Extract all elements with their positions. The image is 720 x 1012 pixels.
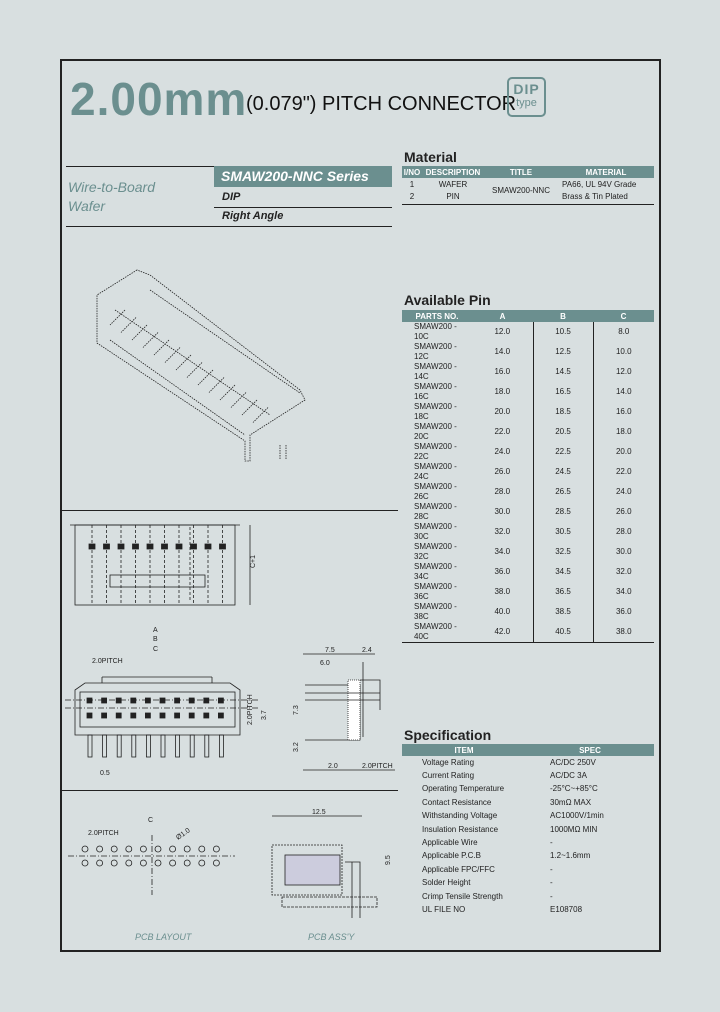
cell: SMAW200 - 34C bbox=[414, 562, 457, 581]
cell: 18.0 bbox=[593, 422, 654, 442]
pin-mark bbox=[118, 544, 124, 549]
front-view-drawing bbox=[60, 620, 400, 780]
pin-mark bbox=[220, 385, 235, 400]
pin-mark bbox=[87, 698, 92, 703]
cell: 34.0 bbox=[494, 547, 511, 556]
cell: WAFER bbox=[438, 179, 468, 189]
cell: 18.0 bbox=[494, 387, 511, 396]
table-row bbox=[402, 482, 654, 502]
badge-bottom: type bbox=[516, 97, 537, 109]
cell: - bbox=[550, 864, 553, 874]
dim-60-label: 6.0 bbox=[320, 660, 330, 667]
material-table bbox=[402, 166, 654, 205]
dim-label: C+1 bbox=[250, 554, 257, 568]
pin-mark bbox=[218, 713, 223, 718]
cell: SMAW200 - 22C bbox=[414, 442, 457, 461]
cell: 24.5 bbox=[533, 462, 593, 482]
cell: 38.0 bbox=[494, 587, 511, 596]
pin-mark bbox=[204, 698, 209, 703]
cell: E108708 bbox=[550, 904, 583, 914]
cell: 36.0 bbox=[494, 567, 511, 576]
dim-05-label: 0.5 bbox=[100, 770, 110, 777]
table-row bbox=[402, 903, 654, 916]
cell: AC/DC 3A bbox=[550, 771, 587, 781]
pin-mark bbox=[205, 735, 209, 757]
specification-table bbox=[402, 744, 654, 917]
cell: 20.5 bbox=[533, 422, 593, 442]
mount-type: DIP bbox=[222, 191, 241, 203]
pin-mark bbox=[145, 698, 150, 703]
pin-mark bbox=[131, 713, 136, 718]
table-row bbox=[402, 462, 654, 482]
dim-24-label: 2.4 bbox=[362, 647, 372, 654]
pin-mark bbox=[189, 713, 194, 718]
table-row bbox=[402, 322, 654, 342]
pcb-layout-caption: PCB LAYOUT bbox=[135, 932, 192, 942]
cell: 26.0 bbox=[494, 467, 511, 476]
dim-32-label: 3.2 bbox=[293, 742, 300, 752]
cell: -25°C~+85°C bbox=[550, 784, 598, 794]
cell: 24.0 bbox=[494, 447, 511, 456]
dim-c-label: C bbox=[148, 817, 154, 824]
pin-mark bbox=[133, 544, 139, 549]
pin-mark bbox=[204, 713, 209, 718]
cell: 32.5 bbox=[533, 542, 593, 562]
cell: Voltage Rating bbox=[422, 757, 475, 767]
pin-mark bbox=[145, 713, 150, 718]
cell: AC1000V/1min bbox=[550, 811, 604, 821]
pin-mark bbox=[162, 544, 168, 549]
divider bbox=[60, 510, 398, 511]
pin-mark bbox=[87, 713, 92, 718]
cell: 14.5 bbox=[533, 362, 593, 382]
table-row bbox=[402, 542, 654, 562]
table-row bbox=[402, 863, 654, 876]
pin-mark bbox=[131, 698, 136, 703]
dim-75-label: 7.5 bbox=[325, 647, 335, 654]
cell: 28.0 bbox=[593, 522, 654, 542]
cell: Brass & Tin Plated bbox=[562, 192, 628, 202]
cell: SMAW200 - 40C bbox=[414, 622, 457, 641]
pcb-hole bbox=[126, 860, 132, 866]
pin-mark bbox=[231, 393, 246, 408]
cell: SMAW200 - 28C bbox=[414, 502, 457, 521]
cell: 10.5 bbox=[533, 322, 593, 342]
orientation: Right Angle bbox=[222, 210, 284, 222]
pin-mark bbox=[154, 340, 169, 355]
cell: 12.0 bbox=[593, 362, 654, 382]
pin-mark bbox=[160, 698, 165, 703]
table-row bbox=[402, 382, 654, 402]
cell: SMAW200 - 30C bbox=[414, 522, 457, 541]
cell: - bbox=[550, 891, 553, 901]
col-header: TITLE bbox=[484, 166, 558, 178]
cell: 1 bbox=[409, 179, 415, 189]
cell: SMAW200 - 24C bbox=[414, 462, 457, 481]
cell: 8.0 bbox=[593, 322, 654, 342]
cell: 1.2~1.6mm bbox=[550, 851, 591, 861]
col-header: MATERIAL bbox=[558, 166, 654, 178]
table-row bbox=[402, 522, 654, 542]
isometric-connector-drawing bbox=[90, 265, 320, 480]
pin-mark bbox=[190, 735, 194, 757]
table-row bbox=[402, 442, 654, 462]
pin-mark bbox=[176, 355, 191, 370]
cell: SMAW200 - 32C bbox=[414, 542, 457, 561]
cell: SMAW200 - 18C bbox=[414, 402, 457, 421]
cell: UL FILE NO bbox=[422, 904, 466, 914]
pcb-layout-drawing bbox=[60, 800, 400, 950]
pcb-hole bbox=[213, 846, 219, 852]
table-row bbox=[402, 796, 654, 809]
cell: 30.0 bbox=[593, 542, 654, 562]
cell: 1000MΩ MIN bbox=[550, 824, 598, 834]
pin-mark bbox=[89, 544, 95, 549]
pin-mark bbox=[116, 698, 121, 703]
pin-mark bbox=[132, 735, 136, 757]
cell: Operating Temperature bbox=[422, 784, 505, 794]
table-row bbox=[402, 877, 654, 890]
pin-mark bbox=[242, 400, 257, 415]
cell: 34.0 bbox=[593, 582, 654, 602]
pin-mark bbox=[121, 318, 136, 333]
cell: Crimp Tensile Strength bbox=[422, 891, 503, 901]
pitch-label: 2.0PITCH bbox=[92, 658, 123, 665]
cell: 22.0 bbox=[593, 462, 654, 482]
pin-mark bbox=[209, 378, 224, 393]
table-row bbox=[402, 562, 654, 582]
cell: - bbox=[550, 878, 553, 888]
table-row bbox=[402, 422, 654, 442]
pin-mark bbox=[110, 310, 125, 325]
table-row bbox=[402, 783, 654, 796]
table-row bbox=[402, 850, 654, 863]
cell: 30.0 bbox=[494, 507, 511, 516]
cell: 34.5 bbox=[533, 562, 593, 582]
cell: 40.5 bbox=[533, 622, 593, 643]
available-pin-title: Available Pin bbox=[404, 292, 491, 308]
cell: SMAW200 - 20C bbox=[414, 422, 457, 441]
available-pin-table bbox=[402, 310, 654, 643]
cell: 30.5 bbox=[533, 522, 593, 542]
cell: 40.0 bbox=[494, 607, 511, 616]
cell: Applicable Wire bbox=[422, 838, 478, 848]
hole-dia-label: Ø1.0 bbox=[175, 827, 192, 842]
cell: SMAW200 - 16C bbox=[414, 382, 457, 401]
cell: 10.0 bbox=[593, 342, 654, 362]
cell: 24.0 bbox=[593, 482, 654, 502]
pitch-label-vertical: 2.0PITCH bbox=[247, 694, 254, 725]
cell: Withstanding Voltage bbox=[422, 811, 498, 821]
cell: SMAW200 - 14C bbox=[414, 362, 457, 381]
table-row bbox=[402, 602, 654, 622]
cell: SMAW200 - 10C bbox=[414, 322, 457, 341]
pin-mark bbox=[187, 363, 202, 378]
cell: 38.5 bbox=[533, 602, 593, 622]
product-category bbox=[68, 178, 155, 216]
cell: 20.0 bbox=[494, 407, 511, 416]
pitch-label-side: 2.0PITCH bbox=[362, 763, 393, 770]
pin-mark bbox=[102, 698, 107, 703]
cell: Applicable FPC/FFC bbox=[422, 864, 495, 874]
cell: SMAW200 - 36C bbox=[414, 582, 457, 601]
category-line-2: Wafer bbox=[68, 198, 106, 214]
divider bbox=[60, 790, 398, 791]
connector-subtitle: (0.079") PITCH CONNECTOR bbox=[246, 93, 517, 115]
pcb-hole bbox=[184, 860, 190, 866]
pin-mark bbox=[253, 408, 268, 423]
cell: SMAW200 - 26C bbox=[414, 482, 457, 501]
table-row bbox=[402, 342, 654, 362]
divider bbox=[66, 226, 392, 227]
cell: 14.0 bbox=[593, 382, 654, 402]
cell: 28.0 bbox=[494, 487, 511, 496]
col-header: ITEM bbox=[402, 744, 526, 756]
cell: 22.5 bbox=[533, 442, 593, 462]
pcb-hole bbox=[184, 846, 190, 852]
dim-37-label: 3.7 bbox=[261, 710, 268, 720]
pcb-hole bbox=[111, 860, 117, 866]
cell: 16.5 bbox=[533, 382, 593, 402]
cell: 16.0 bbox=[593, 402, 654, 422]
col-header: A bbox=[472, 310, 533, 322]
pcb-hole bbox=[126, 846, 132, 852]
pin-mark bbox=[160, 713, 165, 718]
pin-mark bbox=[189, 698, 194, 703]
cell: PA66, UL 94V Grade bbox=[562, 179, 637, 189]
cell: PIN bbox=[446, 192, 460, 202]
cell: 26.5 bbox=[533, 482, 593, 502]
table-row bbox=[402, 756, 654, 769]
table-row bbox=[402, 769, 654, 782]
cell: 18.5 bbox=[533, 402, 593, 422]
cell: 12.5 bbox=[533, 342, 593, 362]
pcb-hole bbox=[170, 846, 176, 852]
cell: 14.0 bbox=[494, 347, 511, 356]
pin-mark bbox=[191, 544, 197, 549]
cell: 32.0 bbox=[494, 527, 511, 536]
pcb-hole bbox=[140, 860, 146, 866]
pin-mark bbox=[116, 713, 121, 718]
dim-20-label: 2.0 bbox=[328, 763, 338, 770]
pin-mark bbox=[161, 735, 165, 757]
cell: 36.5 bbox=[533, 582, 593, 602]
pcb-hole bbox=[140, 846, 146, 852]
cell: 30mΩ MAX bbox=[550, 797, 592, 807]
cell: Applicable P.C.B bbox=[422, 851, 481, 861]
pcb-hole bbox=[213, 860, 219, 866]
table-row bbox=[402, 402, 654, 422]
cell: SMAW200 - 12C bbox=[414, 342, 457, 361]
divider bbox=[214, 207, 392, 208]
dim-c-label: C bbox=[153, 646, 159, 653]
pin-mark bbox=[88, 735, 92, 757]
pcb-assy-caption: PCB ASS'Y bbox=[308, 932, 355, 942]
top-view-drawing bbox=[70, 520, 270, 610]
cell: 36.0 bbox=[593, 602, 654, 622]
pcb-hole bbox=[111, 846, 117, 852]
pcb-hole bbox=[199, 846, 205, 852]
cell: - bbox=[550, 838, 553, 848]
pcb-hole bbox=[82, 846, 88, 852]
cell: 28.5 bbox=[533, 502, 593, 522]
cell: 32.0 bbox=[593, 562, 654, 582]
pin-mark bbox=[143, 333, 158, 348]
series-banner: SMAW200-NNC Series bbox=[214, 166, 392, 187]
cell: 20.0 bbox=[593, 442, 654, 462]
pitch-size-title: 2.00mm bbox=[70, 73, 248, 125]
cell: SMAW200 - 38C bbox=[414, 602, 457, 621]
badge-top: DIP bbox=[513, 81, 540, 97]
cell: Current Rating bbox=[422, 771, 475, 781]
pin-mark bbox=[205, 544, 211, 549]
cell: 22.0 bbox=[494, 427, 511, 436]
cell: 12.0 bbox=[494, 327, 511, 336]
cell: Solder Height bbox=[422, 878, 471, 888]
dip-type-badge bbox=[507, 77, 546, 117]
pcb-hole bbox=[82, 860, 88, 866]
col-header: DESCRIPTION bbox=[422, 166, 484, 178]
pcb-hole bbox=[155, 860, 161, 866]
pin-mark bbox=[219, 735, 223, 757]
dim-125-label: 12.5 bbox=[312, 809, 326, 816]
cell: SMAW200-NNC bbox=[492, 185, 550, 195]
category-line-1: Wire-to-Board bbox=[68, 179, 156, 195]
pin-mark bbox=[147, 544, 153, 549]
dim-95-label: 9.5 bbox=[385, 855, 392, 865]
pin-mark bbox=[220, 544, 226, 549]
table-row bbox=[402, 836, 654, 849]
pcb-hole bbox=[155, 846, 161, 852]
table-row bbox=[402, 622, 654, 643]
pin-mark bbox=[198, 370, 213, 385]
pcb-hole bbox=[97, 860, 103, 866]
dim-73-label: 7.3 bbox=[293, 705, 300, 715]
dim-a-label: A bbox=[153, 627, 158, 634]
col-header: C bbox=[593, 310, 654, 322]
dim-b-label: B bbox=[153, 636, 158, 643]
pin-mark bbox=[218, 698, 223, 703]
cell: Contact Resistance bbox=[422, 797, 492, 807]
col-header: B bbox=[533, 310, 593, 322]
pin-mark bbox=[102, 713, 107, 718]
pin-mark bbox=[175, 713, 180, 718]
cell: 16.0 bbox=[494, 367, 511, 376]
table-row bbox=[402, 502, 654, 522]
pin-mark bbox=[104, 544, 110, 549]
cell: Insulation Resistance bbox=[422, 824, 499, 834]
pcb-hole bbox=[97, 846, 103, 852]
table-row bbox=[402, 823, 654, 836]
pin-mark bbox=[176, 544, 182, 549]
pin-mark bbox=[146, 735, 150, 757]
pin-mark bbox=[103, 735, 107, 757]
material-title: Material bbox=[404, 149, 457, 165]
cell: 42.0 bbox=[494, 627, 511, 636]
pin-mark bbox=[132, 325, 147, 340]
cell: 38.0 bbox=[593, 622, 654, 643]
pcb-hole bbox=[199, 860, 205, 866]
cell: AC/DC 250V bbox=[550, 757, 596, 767]
pin-mark bbox=[165, 348, 180, 363]
specification-title: Specification bbox=[404, 727, 492, 743]
table-row bbox=[402, 890, 654, 903]
table-row bbox=[402, 582, 654, 602]
col-header: I/NO bbox=[403, 167, 421, 177]
cell: 26.0 bbox=[593, 502, 654, 522]
pitch-label-pcb: 2.0PITCH bbox=[88, 830, 119, 837]
pin-mark bbox=[117, 735, 121, 757]
pin-mark bbox=[176, 735, 180, 757]
pin-mark bbox=[175, 698, 180, 703]
col-header: PARTS NO. bbox=[402, 310, 472, 322]
table-row bbox=[402, 178, 654, 191]
pcb-hole bbox=[170, 860, 176, 866]
col-header: SPEC bbox=[526, 744, 654, 756]
table-row bbox=[402, 362, 654, 382]
cell: 2 bbox=[409, 192, 415, 202]
table-row bbox=[402, 810, 654, 823]
